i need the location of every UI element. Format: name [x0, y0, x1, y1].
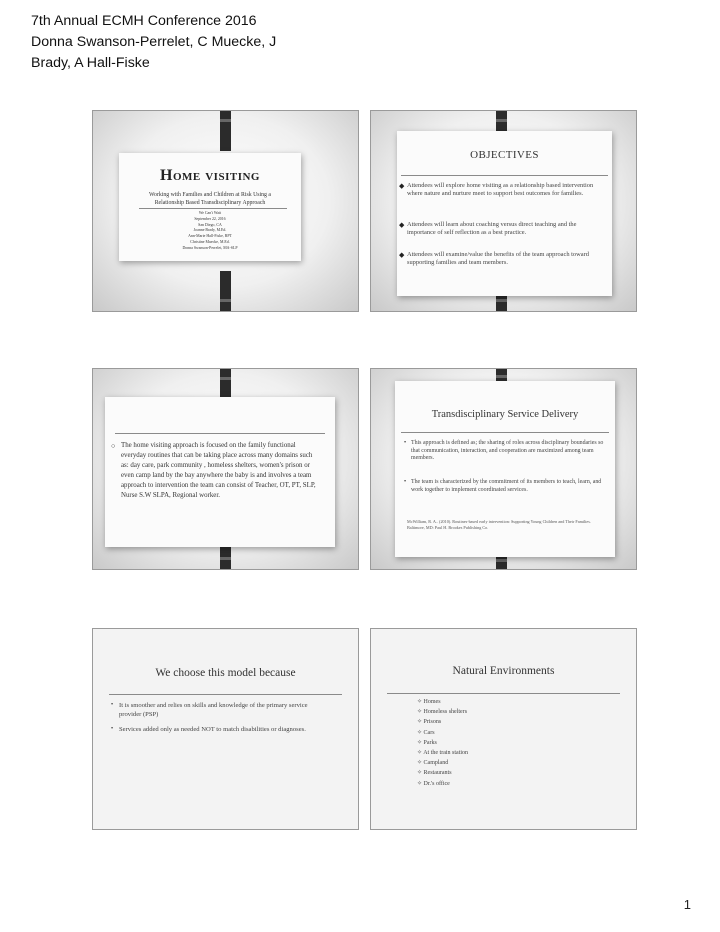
- objective-2-text: Attendees will learn about coaching versus direct teaching and the importance of self reflection as a best practice.: [407, 221, 577, 236]
- slide-1-subtitle-2: Relationship Based Transdisciplinary Approach: [154, 200, 266, 206]
- slide-5-title: We choose this model because: [155, 667, 296, 679]
- objective-1: [399, 182, 597, 198]
- slide-2-title: OBJECTIVES: [470, 149, 539, 161]
- reason-2: [111, 725, 309, 734]
- list-item: [417, 758, 468, 768]
- four-point-star-bullet-icon: ✧: [417, 760, 424, 767]
- list-item: [417, 697, 468, 707]
- four-point-star-bullet-icon: ✧: [417, 780, 424, 787]
- td-bullet-2: [404, 479, 607, 494]
- reason-1: [111, 701, 309, 720]
- list-item-label: Restaurants: [423, 770, 452, 777]
- diamond-bullet-icon: ◆: [399, 251, 405, 259]
- four-point-star-bullet-icon: ✧: [417, 770, 424, 777]
- divider: [139, 208, 287, 209]
- bullet-icon: •: [404, 440, 407, 446]
- divider: [109, 694, 342, 695]
- content-card: [397, 131, 612, 296]
- slide-6: [370, 628, 637, 830]
- slide-bar-bottom: [220, 271, 231, 311]
- slide-1-detail-line: Christine Muecke, M.Ed.: [190, 239, 230, 244]
- list-item-label: At the train station: [423, 750, 469, 757]
- slide-2: [370, 110, 637, 312]
- slide-1-subtitle-1: Working with Families and Children at Risk Using a: [149, 192, 271, 198]
- objective-3: [399, 251, 597, 267]
- list-item: [417, 728, 468, 738]
- four-point-star-bullet-icon: ✧: [417, 719, 424, 726]
- slide-1-detail-line: Donna Swanson-Perrelet, MA-SLP: [182, 245, 238, 250]
- divider: [115, 433, 325, 434]
- page-header: [31, 11, 276, 74]
- diamond-bullet-icon: ◆: [399, 182, 405, 190]
- header-line-3: Brady, A Hall-Fiske: [31, 55, 150, 71]
- slide-1-detail-line: San Diego, CA: [198, 222, 222, 227]
- td-bullet-1: [404, 440, 607, 463]
- header-line-1: 7th Annual ECMH Conference 2016: [31, 13, 257, 29]
- slide-3-paragraph: [111, 441, 321, 502]
- four-point-star-bullet-icon: ✧: [417, 699, 424, 705]
- slide-6-title: Natural Environments: [452, 665, 555, 677]
- slide-bar-top: [220, 111, 231, 151]
- list-item-label: Campland: [423, 760, 449, 767]
- four-point-star-bullet-icon: ✧: [417, 739, 424, 746]
- objective-2: [399, 221, 597, 237]
- list-item-label: Homeless shelters: [423, 709, 468, 716]
- divider: [387, 693, 620, 694]
- slide-1-details: [119, 211, 301, 252]
- slide-5: [92, 628, 359, 830]
- slide-1: [92, 110, 359, 312]
- circle-bullet-icon: ○: [111, 442, 116, 450]
- list-item: [417, 717, 468, 727]
- slide-1-detail-line: Ann-Marie Hall-Fiske, RPT: [188, 234, 232, 239]
- slide-1-title: Home visiting: [160, 167, 260, 184]
- list-item: [417, 748, 468, 758]
- list-item: [417, 738, 468, 748]
- list-item-label: Parks: [423, 739, 437, 746]
- td-bullet-1-text: This approach is defined as; the sharing of roles across disciplinary boundaries so that communication, interaction, and cooperation are maximized among team members.: [411, 440, 604, 462]
- citation: McWilliam, R. A.. (2010). Routines-based early intervention: Supporting Young Children and Their Families. Baltimore, MD: Paul H. Brookes Publishing Co.: [407, 519, 591, 530]
- divider: [401, 175, 608, 176]
- environment-list: [417, 697, 468, 789]
- slide-4: [370, 368, 637, 570]
- td-bullet-2-text: The team is characterized by the commitment of its members to teach, learn, and work together to implement coordinated services.: [411, 479, 602, 493]
- objective-1-text: Attendees will explore home visiting as a relationship based intervention where nature and nurture meet to support best outcomes for families.: [407, 182, 594, 197]
- divider: [401, 432, 609, 433]
- four-point-star-bullet-icon: ✧: [417, 750, 424, 757]
- bullet-icon: •: [111, 726, 114, 732]
- reason-2-text: Services added only as needed NOT to match disabilities or diagnoses.: [119, 726, 306, 733]
- content-card: [395, 381, 615, 557]
- diamond-bullet-icon: ◆: [399, 221, 405, 229]
- page-number: 1: [683, 897, 691, 912]
- list-item: [417, 779, 468, 789]
- four-point-star-bullet-icon: ✧: [417, 709, 424, 716]
- list-item-label: Homes: [423, 699, 441, 705]
- title-card: [119, 153, 301, 261]
- bullet-icon: •: [111, 702, 114, 708]
- list-item-label: Dr.'s office: [423, 780, 450, 787]
- list-item: [417, 768, 468, 778]
- slide-4-title: Transdisciplinary Service Delivery: [431, 409, 579, 420]
- list-item-label: Cars: [423, 729, 435, 736]
- reason-1-text: It is smoother and relies on skills and knowledge of the primary service provider (PSP): [119, 702, 308, 719]
- list-item: [417, 707, 468, 717]
- bullet-icon: •: [404, 479, 407, 485]
- slide-1-detail-line: We Can't Wait: [198, 211, 222, 215]
- objective-3-text: Attendees will examine/value the benefits of the team approach toward supporting families and team members.: [407, 251, 589, 266]
- list-item-label: Prisons: [423, 719, 442, 726]
- slide-3-text: The home visiting approach is focused on the family functional everyday routines that can be taking place across many domains such as: day care, park community , homeless shelters, women's prison or even camp land by the bay anywhere the baby is and involves a team approach to intervention the team can consist of Teacher, OT, PT, SLP, Nurse S.W SLPA, Regional worker.: [121, 442, 316, 500]
- header-line-2: Donna Swanson-Perrelet, C Muecke, J: [31, 34, 277, 50]
- content-card: [105, 397, 335, 547]
- slide-3: [92, 368, 359, 570]
- slide-1-detail-line: September 22, 2016: [194, 216, 226, 221]
- slide-bar-bottom: [220, 547, 231, 569]
- slide-1-detail-line: Joanne Brady, M.Ed.: [193, 228, 227, 233]
- four-point-star-bullet-icon: ✧: [417, 729, 424, 736]
